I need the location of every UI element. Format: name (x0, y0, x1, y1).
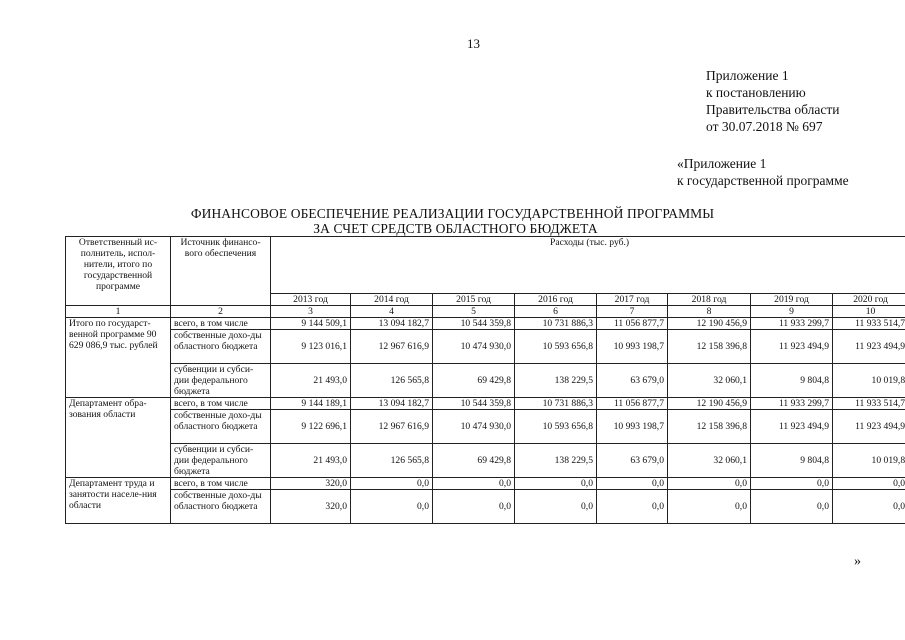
column-number: 5 (433, 306, 515, 318)
appendix-line: к постановлению (706, 85, 806, 100)
value-cell: 0,0 (833, 490, 905, 524)
column-numbers-row (66, 306, 905, 318)
value-cell: 9 144 509,1 (271, 318, 351, 330)
value-cell: 9 804,8 (751, 364, 833, 398)
value-cell: 320,0 (271, 478, 351, 490)
year-header: 2015 год (433, 294, 515, 306)
column-number: 1 (66, 306, 171, 318)
value-cell: 11 933 514,7 (833, 398, 905, 410)
appendix-line: от 30.07.2018 № 697 (706, 119, 823, 134)
document-title (0, 206, 905, 236)
table-row (66, 364, 905, 398)
value-cell: 138 229,5 (515, 364, 597, 398)
value-cell: 0,0 (668, 490, 751, 524)
source-cell: субвенции и субси-дии федерального бюджета (171, 364, 271, 398)
header-source: Источник финансо-вого обеспечения (171, 237, 271, 306)
value-cell: 0,0 (351, 490, 433, 524)
year-header: 2019 год (751, 294, 833, 306)
value-cell: 12 967 616,9 (351, 330, 433, 364)
column-number: 9 (751, 306, 833, 318)
value-cell: 0,0 (668, 478, 751, 490)
value-cell: 12 190 456,9 (668, 398, 751, 410)
value-cell: 10 544 359,8 (433, 318, 515, 330)
year-header: 2018 год (668, 294, 751, 306)
value-cell: 11 923 494,9 (833, 330, 905, 364)
year-header: 2013 год (271, 294, 351, 306)
title-line-2: ЗА СЧЕТ СРЕДСТВ ОБЛАСТНОГО БЮДЖЕТА (313, 221, 598, 236)
value-cell: 63 679,0 (597, 444, 668, 478)
year-header: 2014 год (351, 294, 433, 306)
value-cell: 10 019,8 (833, 444, 905, 478)
value-cell: 32 060,1 (668, 364, 751, 398)
value-cell: 0,0 (515, 490, 597, 524)
title-line-1: ФИНАНСОВОЕ ОБЕСПЕЧЕНИЕ РЕАЛИЗАЦИИ ГОСУДАРСТВЕННОЙ ПРОГРАММЫ (190, 206, 715, 221)
value-cell: 11 923 494,9 (833, 410, 905, 444)
column-number: 7 (597, 306, 668, 318)
value-cell: 9 804,8 (751, 444, 833, 478)
header-expenses: Расходы (тыс. руб.) (271, 237, 905, 294)
value-cell: 12 190 456,9 (668, 318, 751, 330)
value-cell: 11 056 877,7 (597, 318, 668, 330)
table-row (66, 318, 905, 330)
value-cell: 320,0 (271, 490, 351, 524)
column-number: 10 (833, 306, 905, 318)
table-row (66, 330, 905, 364)
year-header: 2016 год (515, 294, 597, 306)
value-cell: 10 731 886,3 (515, 398, 597, 410)
value-cell: 11 933 299,7 (751, 318, 833, 330)
value-cell: 10 474 930,0 (433, 330, 515, 364)
appendix-line: к государственной программе (677, 173, 849, 188)
value-cell: 126 565,8 (351, 444, 433, 478)
appendix-line: Правительства области (706, 102, 840, 117)
value-cell: 0,0 (433, 490, 515, 524)
executor-cell: Департамент труда и занятости населе-ния области (66, 478, 171, 524)
value-cell: 0,0 (833, 478, 905, 490)
value-cell: 11 933 514,7 (833, 318, 905, 330)
value-cell: 10 593 656,8 (515, 330, 597, 364)
value-cell: 13 094 182,7 (351, 398, 433, 410)
table-row (66, 490, 905, 524)
source-cell: собственные дохо-ды областного бюджета (171, 490, 271, 524)
appendix-line: «Приложение 1 (677, 156, 767, 171)
value-cell: 32 060,1 (668, 444, 751, 478)
year-header: 2017 год (597, 294, 668, 306)
value-cell: 11 923 494,9 (751, 330, 833, 364)
value-cell: 0,0 (751, 478, 833, 490)
value-cell: 10 544 359,8 (433, 398, 515, 410)
column-number: 6 (515, 306, 597, 318)
table-row (66, 478, 905, 490)
source-cell: субвенции и субси-дии федерального бюджета (171, 444, 271, 478)
value-cell: 11 056 877,7 (597, 398, 668, 410)
value-cell: 10 593 656,8 (515, 410, 597, 444)
source-cell: всего, в том числе (171, 478, 271, 490)
value-cell: 0,0 (597, 478, 668, 490)
appendix-line: Приложение 1 (706, 68, 789, 83)
table-row (66, 410, 905, 444)
value-cell: 69 429,8 (433, 364, 515, 398)
source-cell: собственные дохо-ды областного бюджета (171, 410, 271, 444)
value-cell: 10 474 930,0 (433, 410, 515, 444)
page-number: 13 (467, 36, 480, 51)
value-cell: 9 144 189,1 (271, 398, 351, 410)
value-cell: 21 493,0 (271, 444, 351, 478)
executor-cell: Департамент обра-зования области (66, 398, 171, 478)
source-cell: всего, в том числе (171, 318, 271, 330)
source-cell: собственные дохо-ды областного бюджета (171, 330, 271, 364)
value-cell: 12 158 396,8 (668, 330, 751, 364)
value-cell: 12 158 396,8 (668, 410, 751, 444)
value-cell: 69 429,8 (433, 444, 515, 478)
value-cell: 0,0 (433, 478, 515, 490)
executor-cell: Итого по государст-венной программе 90 629 086,9 тыс. рублей (66, 318, 171, 398)
year-header: 2020 год (833, 294, 905, 306)
value-cell: 138 229,5 (515, 444, 597, 478)
column-number: 8 (668, 306, 751, 318)
value-cell: 63 679,0 (597, 364, 668, 398)
column-number: 3 (271, 306, 351, 318)
program-appendix-note (677, 155, 849, 189)
column-number: 2 (171, 306, 271, 318)
value-cell: 10 993 198,7 (597, 330, 668, 364)
value-cell: 13 094 182,7 (351, 318, 433, 330)
value-cell: 10 993 198,7 (597, 410, 668, 444)
value-cell: 9 123 016,1 (271, 330, 351, 364)
value-cell: 0,0 (751, 490, 833, 524)
table-row (66, 444, 905, 478)
table-row (66, 398, 905, 410)
value-cell: 0,0 (351, 478, 433, 490)
financing-table (65, 236, 905, 524)
appendix-note (706, 67, 839, 135)
value-cell: 11 933 299,7 (751, 398, 833, 410)
value-cell: 0,0 (515, 478, 597, 490)
value-cell: 12 967 616,9 (351, 410, 433, 444)
header-executor: Ответственный ис-полнитель, испол-нители, итого по государственной программе (66, 237, 171, 306)
header-row (66, 237, 905, 294)
closing-quote: » (854, 554, 861, 569)
value-cell: 10 019,8 (833, 364, 905, 398)
source-cell: всего, в том числе (171, 398, 271, 410)
value-cell: 11 923 494,9 (751, 410, 833, 444)
value-cell: 10 731 886,3 (515, 318, 597, 330)
value-cell: 9 122 696,1 (271, 410, 351, 444)
value-cell: 0,0 (597, 490, 668, 524)
value-cell: 21 493,0 (271, 364, 351, 398)
column-number: 4 (351, 306, 433, 318)
value-cell: 126 565,8 (351, 364, 433, 398)
